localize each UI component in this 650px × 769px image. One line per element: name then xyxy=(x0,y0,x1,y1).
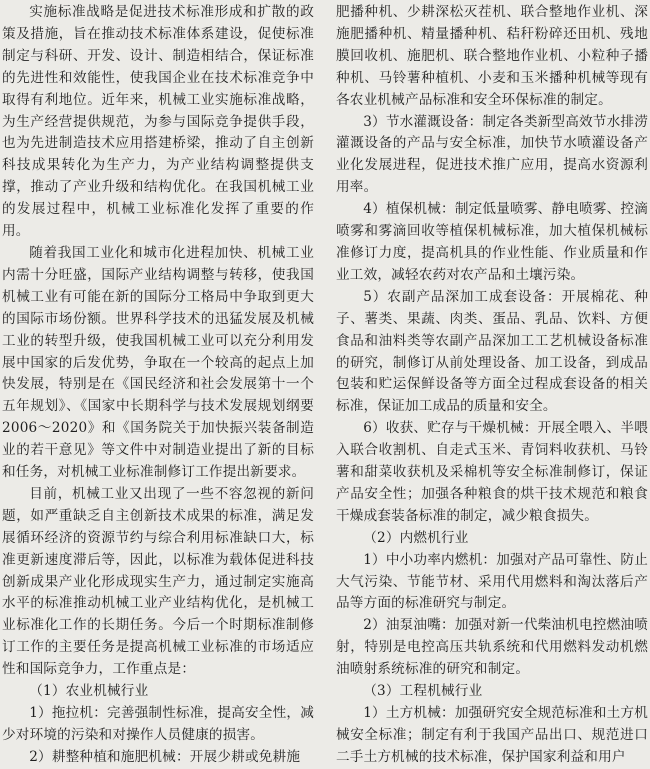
paragraph-harvest: 6）收获、贮存与干燥机械：开展全喂入、半喂入联合收割机、自走式玉米、青饲料收获机、马铃薯和甜菜收获机及采棉机等安全标准制修订，保证产品安全性；加强各种粮食的烘干技术规范和粮食干燥成套装备标准的制定，减少粮食损失。 xyxy=(336,420,648,524)
paragraph-plant-protection: 4）植保机械：制定低量喷雾、静电喷雾、控滴喷雾和雾滴回收等植保机械标准，加大植保机械标准修订力度，提高机具的作业性能、作业质量和作业工效，减轻农药对农产品和土壤污染。 xyxy=(336,201,648,283)
paragraph-tillage-cont: 肥播种机、少耕深松灭茬机、联合整地作业机、深施肥播种机、精量播种机、秸秆粉碎还田机、残地膜回收机、施肥机、联合整地作业机、小粒种子播种机、马铃薯种植机、小麦和玉米播种机械等现有各农业机械产品标准和安全环保标准的制定。 xyxy=(336,4,648,108)
section-heading-agri-machinery: （1）农业机械行业 xyxy=(29,683,149,700)
paragraph-tractor: 1）拖拉机：完善强制性标准，提高安全性，减少对环境的污染和对操作人员健康的损害。 xyxy=(2,705,314,743)
section-heading-engine: （2）内燃机行业 xyxy=(363,529,469,546)
left-column xyxy=(2,2,314,769)
right-column xyxy=(336,2,648,769)
paragraph-tillage: 2）耕整种植和施肥机械：开展少耕或免耕施 xyxy=(29,748,301,765)
section-heading-construction: （3）工程机械行业 xyxy=(363,683,483,700)
paragraph-small-engine: 1）中小功率内燃机：加强对产品可靠性、防止大气污染、节能节材、采用代用燃料和淘汰落后产品等方面的标准研究与制定。 xyxy=(336,551,648,612)
paragraph-fuel-pump: 2）油泵油嘴：加强对新一代柴油机电控燃油喷射，特别是电控高压共轨系统和代用燃料发动机燃油喷射系统标准的研究和制定。 xyxy=(336,617,648,678)
paragraph-current-tasks: 目前，机械工业又出现了一些不容忽视的新问题，如严重缺乏自主创新技术成果的标准，满足发展循环经济的资源节约与综合利用标准缺口大，标准更新速度滞后等，因此，以标准为载体促进科技创新成果产业化形成现实生产力，通过制定实施高水平的标准推动机械工业产业结构优化，是机械工业标准化工作的长期任务。今后一个时期标准制修订工作的主要任务是提高机械工业标准的市场适应性和国际竞争力，工作重点是： xyxy=(2,485,314,678)
paragraph-strategy: 实施标准战略是促进技术标准形成和扩散的政策及措施，旨在推动技术标准体系建设，促使标准制定与科研、开发、设计、制造相结合，保证标准的先进性和效能性，使我国企业在技术标准竞争中取得有利地位。近年来，机械工业实施标准战略，为生产经营提供规范，为参与国际竞争提供手段，也为先进制造技术应用搭建桥梁，推动了自主创新科技成果转化为生产力，为产业结构调整提供支撑，推动了产业升级和结构优化。在我国机械工业的发展过程中，机械工业标准化发挥了重要的作用。 xyxy=(2,4,314,240)
paragraph-irrigation: 3）节水灌溉设备：制定各类新型高效节水排涝灌溉设备的产品与安全标准，加快节水喷灌设备产业化发展进程，促进技术推广应用，提高水资源利用率。 xyxy=(336,113,648,196)
paragraph-processing: 5）农副产品深加工成套设备：开展棉花、种子、薯类、果蔬、肉类、蛋品、乳品、饮料、方便食品和油料类等农副产品深加工工艺机械设备标准的研究，制修订从前处理设备、加工设备，到成品包装和贮运保鲜设备等方面全过程成套设备的相关标准，保证加工成品的质量和安全。 xyxy=(336,288,648,415)
paragraph-development: 随着我国工业化和城市化进程加快、机械工业内需十分旺盛，国际产业结构调整与转移，使我国机械工业有可能在新的国际分工格局中争取到更大的国际市场份额。世界科学技术的迅猛发展及机械工业的转型升级，使我国机械工业可以充分利用发展中国家的后发优势，争取在一个较高的起点上加快发展，特别是在《国民经济和社会发展第十一个五年规划》、《国家中长期科学与技术发展规划纲要2006～2020》和《国务院关于加快振兴装备制造业的若干意见》等文件中对制造业提出了新的目标和任务，对机械工业标准制修订工作提出新要求。 xyxy=(2,244,314,481)
paragraph-earthmoving: 1）土方机械：加强研究安全规范标准和土方机械安全标准；制定有利于我国产品出口、规范进口二手土方机械的技术标准，保护国家利益和用户 xyxy=(336,705,648,765)
